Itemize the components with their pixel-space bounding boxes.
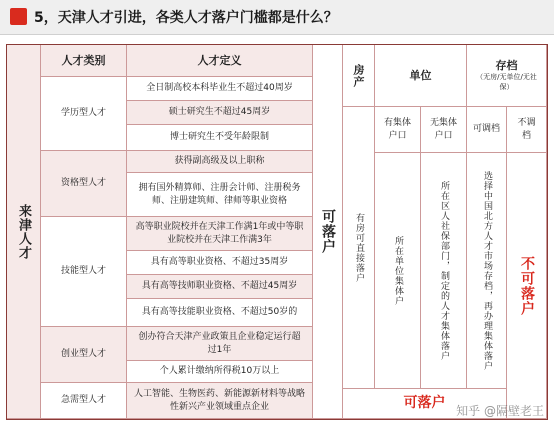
bottom-settle-cell: 可落户: [343, 389, 507, 419]
watermark: 知乎 @隔壁老王: [456, 404, 544, 418]
definition-row: 具有高等技师职业资格、不超过45周岁: [127, 275, 313, 299]
col-header-house: 房产: [343, 45, 375, 107]
house-cell: 有房可直接落户: [343, 107, 375, 389]
talent-type-urgent: 急需型人才: [41, 383, 127, 419]
definition-row: 具有高等职业资格、不超过35周岁: [127, 251, 313, 275]
definition-row: 硕士研究生不超过45周岁: [127, 101, 313, 125]
talent-type-education: 学历型人才: [41, 77, 127, 151]
col-header-file: [467, 45, 547, 107]
file-no-cell: 不可落户: [507, 153, 547, 419]
talent-type-qualification: 资格型人才: [41, 151, 127, 217]
unit-yes-cell: 所在单位集体户: [375, 153, 421, 389]
subheader-unit-no: 无集体户口: [421, 107, 467, 153]
definition-row: 全日制高校本科毕业生不超过40周岁: [127, 77, 313, 101]
col-header-definition: 人才定义: [127, 45, 313, 77]
file-yes-cell: 选择中国北方人才市场存档，再办理集体落户: [467, 153, 507, 389]
settle-label: 可落户: [313, 45, 343, 419]
definition-row: 博士研究生不受年龄限制: [127, 125, 313, 151]
main-category-label: 来津人才: [7, 45, 41, 419]
talent-type-skill: 技能型人才: [41, 217, 127, 327]
subheader-file-no: 不调档: [507, 107, 547, 153]
definition-row: 创办符合天津产业政策且企业稳定运行超过1年: [127, 327, 313, 361]
subheader-file-yes: 可调档: [467, 107, 507, 153]
definition-row: 人工智能、生物医药、新能源新材料等战略性新兴产业领域重点企业: [127, 383, 313, 419]
definition-row: 个人累计缴纳所得税10万以上: [127, 361, 313, 383]
file-header-label: 存档: [495, 59, 518, 72]
unit-no-cell: 所在区人社保部门，制定的人才集体落户: [421, 153, 467, 389]
file-header-note: （无房/无单位/无社保）: [476, 73, 537, 91]
talent-type-entrepreneur: 创业型人才: [41, 327, 127, 383]
section-header: [0, 0, 554, 35]
definition-row: 拥有国外精算师、注册会计师、注册税务师、注册建筑师、律师等职业资格: [127, 173, 313, 217]
col-header-unit: 单位: [375, 45, 467, 107]
subheader-unit-yes: 有集体户口: [375, 107, 421, 153]
section-number-badge: [10, 8, 27, 25]
definition-row: 高等职业院校并在天津工作满1年或中等职业院校并在天津工作满3年: [127, 217, 313, 251]
col-header-type: 人才类别: [41, 45, 127, 77]
policy-table: [6, 44, 548, 420]
section-title: 5，天津人才引进，各类人才落户门槛都是什么？: [34, 10, 338, 26]
definition-row: 具有高等技能职业资格、不超过50岁的: [127, 299, 313, 327]
definition-row: 获得副高级及以上职称: [127, 151, 313, 173]
